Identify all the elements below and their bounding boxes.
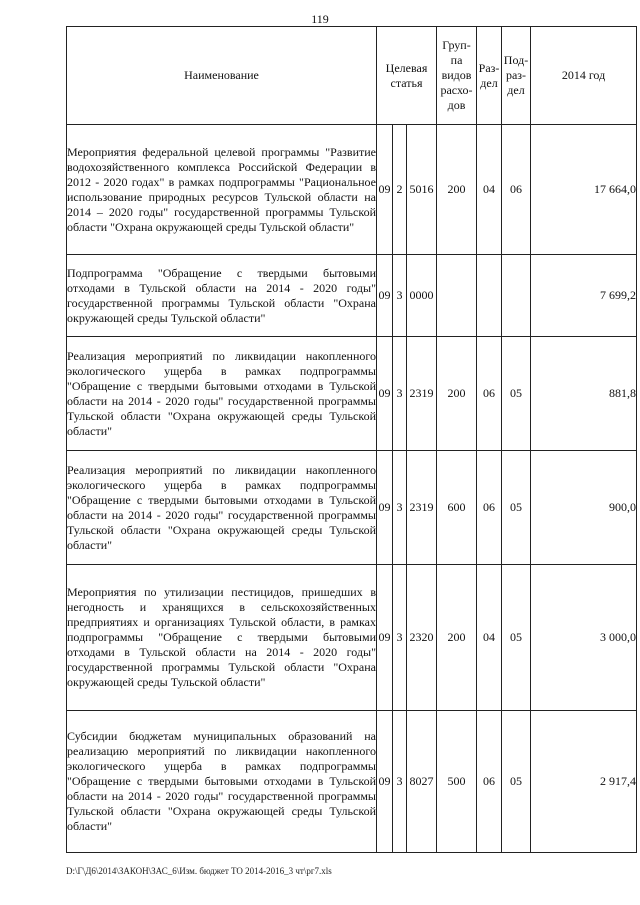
row-amount: 2 917,4 [531, 711, 637, 853]
row-article-program: 09 [377, 125, 393, 255]
row-article-program: 09 [377, 255, 393, 337]
row-expense-group: 500 [437, 711, 477, 853]
table-row [67, 125, 637, 255]
row-article-code: 2319 [407, 337, 437, 451]
row-subsection: 05 [502, 337, 531, 451]
row-expense-group [437, 255, 477, 337]
header-name: Наименование [67, 27, 377, 125]
row-name: Реализация мероприятий по ликвидации накопленного экологического ущерба в рамках подпрограммы "Обращение с твердыми бытовыми отходами в Тульской области на 2014 - 2020 годы" государственной программы Тульской области "Охрана окружающей среды Тульской области" [67, 337, 377, 451]
row-article-program: 09 [377, 711, 393, 853]
header-expense-group: Груп- па видов расхо- дов [437, 27, 477, 125]
table-row [67, 565, 637, 711]
budget-table [66, 26, 637, 853]
header-target-article: Целевая статья [377, 27, 437, 125]
row-section: 06 [477, 451, 502, 565]
row-subsection [502, 255, 531, 337]
page-number: 119 [311, 12, 329, 26]
row-section: 06 [477, 711, 502, 853]
row-article-program: 09 [377, 337, 393, 451]
header-section: Раз- дел [477, 27, 502, 125]
row-section: 06 [477, 337, 502, 451]
header-year: 2014 год [531, 27, 637, 125]
row-amount: 900,0 [531, 451, 637, 565]
row-amount: 17 664,0 [531, 125, 637, 255]
row-article-subprogram: 3 [393, 255, 407, 337]
row-expense-group: 600 [437, 451, 477, 565]
row-article-subprogram: 3 [393, 711, 407, 853]
header-subsection: Под- раз- дел [502, 27, 531, 125]
row-name: Мероприятия по утилизации пестицидов, пришедших в негодность и хранящихся в сельскохозяйственных предприятиях и организациях Тульской области, в рамках подпрограммы "Обращение с твердыми бытовыми отходами в Тульской области на 2014 - 2020 годы" государственной программы Тульской области "Охрана окружающей среды Тульской области" [67, 565, 377, 711]
row-expense-group: 200 [437, 565, 477, 711]
row-article-program: 09 [377, 451, 393, 565]
footer-file-path: D:\Г\Д6\2014\ЗАКОН\ЗАС_6\Изм. бюджет ТО 2014-2016_3 чт\рг7.xls [66, 866, 332, 876]
row-article-code: 2319 [407, 451, 437, 565]
row-name: Мероприятия федеральной целевой программы "Развитие водохозяйственного комплекса Российской Федерации в 2012 - 2020 годах" в рамках подпрограммы "Рациональное использование природных ресурсов Тульской области на 2014 – 2020 годы" государственной программы Тульской области "Охрана окружающей среды Тульской области" [67, 125, 377, 255]
row-article-code: 0000 [407, 255, 437, 337]
row-article-code: 2320 [407, 565, 437, 711]
row-article-subprogram: 2 [393, 125, 407, 255]
row-amount: 3 000,0 [531, 565, 637, 711]
table-row [67, 337, 637, 451]
table-row [67, 711, 637, 853]
table-header-row [67, 27, 637, 125]
row-name: Подпрограмма "Обращение с твердыми бытовыми отходами в Тульской области на 2014 - 2020 годы" государственной программы Тульской области "Охрана окружающей среды Тульской области" [67, 255, 377, 337]
row-amount: 7 699,2 [531, 255, 637, 337]
row-section: 04 [477, 565, 502, 711]
table-row [67, 255, 637, 337]
row-article-subprogram: 3 [393, 565, 407, 711]
row-article-code: 5016 [407, 125, 437, 255]
row-article-subprogram: 3 [393, 451, 407, 565]
row-article-subprogram: 3 [393, 337, 407, 451]
row-subsection: 06 [502, 125, 531, 255]
row-article-program: 09 [377, 565, 393, 711]
row-section [477, 255, 502, 337]
row-subsection: 05 [502, 565, 531, 711]
row-section: 04 [477, 125, 502, 255]
row-subsection: 05 [502, 451, 531, 565]
row-subsection: 05 [502, 711, 531, 853]
row-name: Реализация мероприятий по ликвидации накопленного экологического ущерба в рамках подпрограммы "Обращение с твердыми бытовыми отходами в Тульской области на 2014 - 2020 годы" государственной программы Тульской области "Охрана окружающей среды Тульской области" [67, 451, 377, 565]
row-expense-group: 200 [437, 125, 477, 255]
row-article-code: 8027 [407, 711, 437, 853]
row-amount: 881,8 [531, 337, 637, 451]
row-expense-group: 200 [437, 337, 477, 451]
row-name: Субсидии бюджетам муниципальных образований на реализацию мероприятий по ликвидации накопленного экологического ущерба в рамках подпрограммы "Обращение с твердыми бытовыми отходами в Тульской области на 2014 - 2020 годы" государственной программы Тульской области "Охрана окружающей среды Тульской области" [67, 711, 377, 853]
table-row [67, 451, 637, 565]
